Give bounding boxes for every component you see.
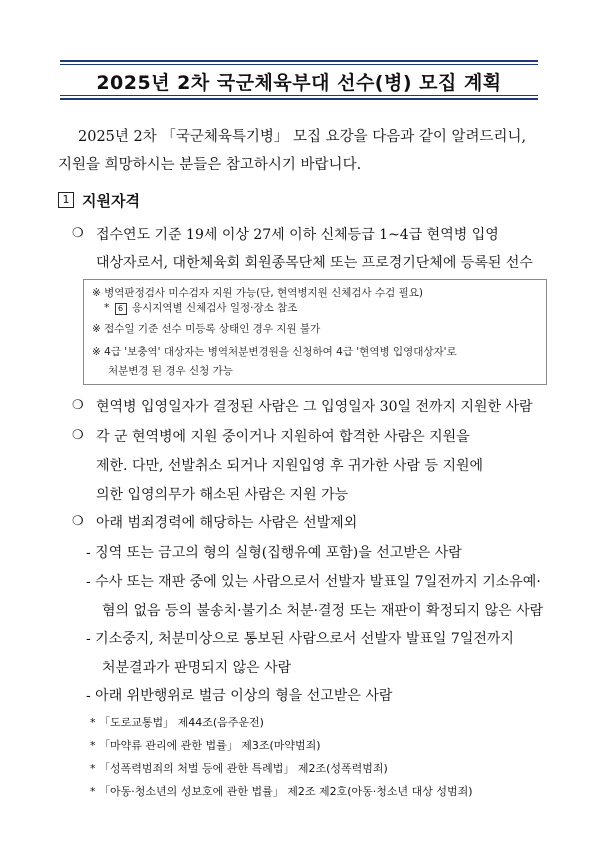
dash-item-4: - 아래 위반행위로 벌금 이상의 형을 선고받은 사람 [86, 688, 393, 704]
law-item: * 「아동·청소년의 성보호에 관한 법률」 제2조 제2호(아동·청소년 대상 성범죄) [90, 785, 473, 798]
dash-item-2-line-2: 혐의 없음 등의 불송치·불기소 처분·결정 또는 재판이 확정되지 않은 사람 [102, 603, 544, 619]
bullet-4: 아래 범죄경력에 해당하는 사람은 선발제외 [96, 515, 358, 531]
note-3-line-1: ※ 4급 '보충역' 대상자는 병역처분변경원을 신청하여 4급 '현역병 입영대상자'로 [92, 346, 457, 358]
note-2: ※ 접수일 기준 선수 미등록 상태인 경우 지원 불가 [92, 323, 321, 335]
dash-item-3-line-1: - 기소중지, 처분미상으로 통보된 사람으로서 선발자 발표일 7일전까지 [86, 631, 514, 647]
bullet-3-line-3: 의한 입영의무가 해소된 사람은 지원 가능 [96, 487, 349, 503]
title-box [60, 60, 538, 100]
circle-bullet-icon: ❍ [72, 514, 84, 529]
law-item: * 「마약류 관리에 관한 법률」 제3조(마약범죄) [90, 739, 321, 752]
note-1: ※ 병역판정검사 미수검자 지원 가능(단, 현역병지원 신체검사 수검 필요) [92, 287, 424, 299]
note-3-line-2: 처분변경 된 경우 신청 가능 [108, 365, 233, 377]
law-item: * 「성폭력범죄의 처벌 등에 관한 특례법」 제2조(성폭력범죄) [90, 762, 388, 775]
dash-item-2-line-1: - 수사 또는 재판 중에 있는 사람으로서 선발자 발표일 7일전까지 기소유예· [86, 574, 541, 590]
intro-line-2: 지원을 희망하시는 분들은 참고하시기 바랍니다. [58, 157, 362, 173]
dash-item-1: - 징역 또는 금고의 형의 실형(집행유예 포함)을 선고받은 사람 [86, 545, 462, 561]
circle-bullet-icon: ❍ [72, 428, 84, 443]
note-1-sub-prefix: * [104, 302, 113, 314]
circle-bullet-icon: ❍ [72, 398, 84, 413]
page-title: 2025년 2차 국군체육부대 선수(병) 모집 계획 [96, 72, 502, 94]
bullet-1-line-2: 대상자로서, 대한체육회 회원종목단체 또는 프로경기단체에 등록된 선수 [96, 255, 533, 271]
dash-item-3-line-2: 처분결과가 판명되지 않은 사람 [102, 660, 292, 676]
bullet-3-line-1: 각 군 현역병에 지원 중이거나 지원하여 합격한 사람은 지원을 [96, 429, 470, 445]
bullet-2: 현역병 입영일자가 결정된 사람은 그 입영일자 30일 전까지 지원한 사람 [96, 399, 533, 415]
note-1-sub-text: 응시지역별 신체검사 일정·장소 참조 [131, 302, 298, 314]
bullet-3-line-2: 제한. 다만, 선발취소 되거나 지원입영 후 귀가한 사람 등 지원에 [96, 458, 484, 474]
section-number-box: 1 [58, 192, 74, 208]
intro-line-1: 2025년 2차 「국군체육특기병」 모집 요강을 다음과 같이 알려드리니, [78, 129, 527, 145]
bullet-1-line-1: 접수연도 기준 19세 이상 27세 이하 신체등급 1~4급 현역병 입영 [96, 227, 499, 243]
law-item: * 「도로교통법」 제44조(음주운전) [90, 716, 264, 729]
note-1-sub-box: 6 [115, 303, 127, 315]
circle-bullet-icon: ❍ [72, 226, 84, 241]
note-1-sub [104, 300, 297, 315]
section-title: 지원자격 [82, 192, 140, 210]
